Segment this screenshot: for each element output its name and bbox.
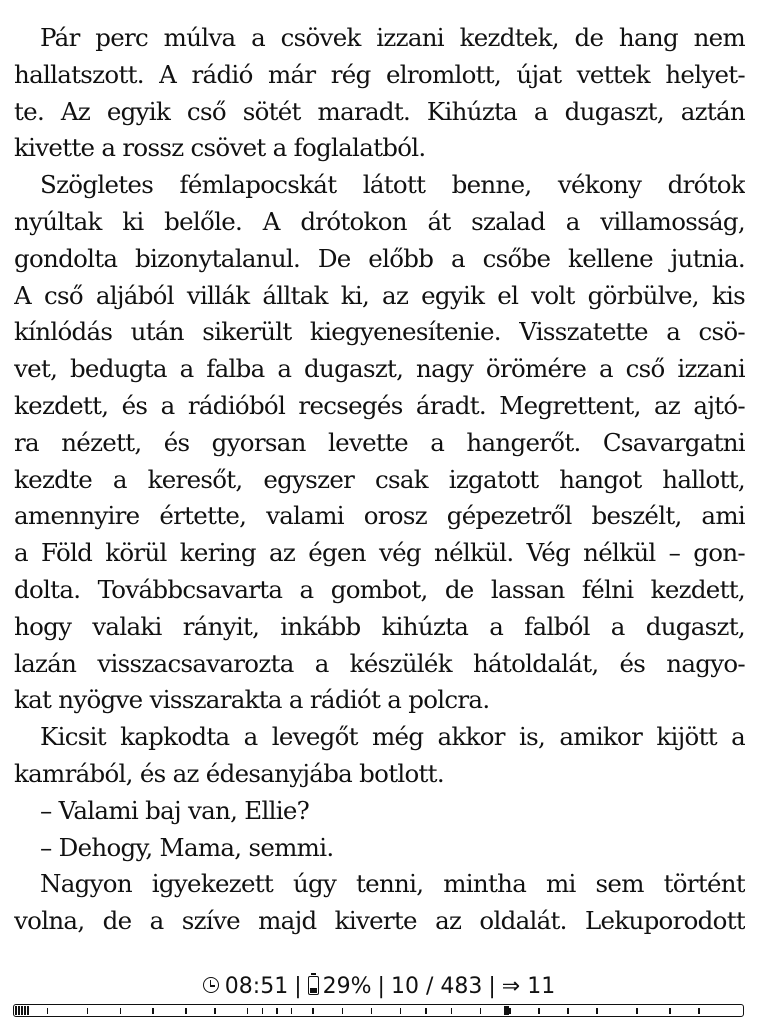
chapter-tick xyxy=(87,1008,89,1014)
separator: | xyxy=(294,974,302,999)
chapter-tick xyxy=(371,1008,373,1014)
chapter-tick xyxy=(291,1008,293,1014)
chapter-tick xyxy=(425,1008,427,1014)
chapter-tick xyxy=(509,1008,511,1014)
chapter-tick xyxy=(312,1008,314,1014)
chapter-tick xyxy=(120,1008,122,1014)
book-page-text[interactable] xyxy=(14,20,745,940)
text-line: kamrából, és az édesanyjába botlott. xyxy=(14,758,444,788)
text-line: Szögletes fémlapocskát látott benne, vékony drótok xyxy=(40,170,745,200)
chapter-tick xyxy=(400,1008,402,1014)
clock-icon xyxy=(203,977,219,993)
chapter-tick xyxy=(342,1008,344,1014)
text-line: te. Az egyik cső sötét maradt. Kihúzta a dugaszt, aztán xyxy=(14,96,745,126)
chapter-tick xyxy=(480,1008,482,1014)
chapter-tick xyxy=(451,1008,453,1014)
text-line: a Föld körül kering az égen vég nélkül. Vég nélkül – gon- xyxy=(14,538,745,568)
text-line: kezdte a keresőt, egyszer csak izgatott hangot hallott, xyxy=(14,464,745,494)
text-line: A cső aljából villák álltak ki, az egyik el volt görbülve, kis xyxy=(14,280,745,310)
progress-fill xyxy=(15,1006,30,1015)
text-line: gondolta bizonytalanul. De előbb a csőbe kellene jutnia. xyxy=(14,243,745,273)
reading-progress-bar[interactable] xyxy=(13,1004,744,1017)
clock-time: 08:51 xyxy=(224,974,289,999)
chapter-tick xyxy=(538,1008,540,1014)
chapter-tick xyxy=(636,1008,638,1014)
text-line: kivette a rossz csövet a foglalatból. xyxy=(14,133,426,163)
chapter-tick xyxy=(185,1008,187,1014)
text-line: Nagyon igyekezett úgy tenni, mintha mi sem történt xyxy=(40,869,745,899)
text-line: amennyire értette, valami orosz gépezetről beszélt, ami xyxy=(14,501,745,531)
separator: | xyxy=(377,974,385,999)
chapter-tick xyxy=(698,1008,700,1014)
page-counter: 10 / 483 xyxy=(390,974,483,999)
chapter-tick xyxy=(276,1008,278,1014)
chapter-tick xyxy=(669,1008,671,1014)
chapter-tick xyxy=(596,1008,598,1014)
pages-left-in-chapter: 11 xyxy=(527,974,556,999)
chapter-tick xyxy=(152,1008,154,1014)
chapter-tick xyxy=(247,1008,249,1014)
text-line: dolta. Továbbcsavarta a gombot, de lassan félni kezdett, xyxy=(14,574,745,604)
status-bar xyxy=(0,972,758,1002)
battery-level: 29% xyxy=(322,974,372,999)
chapter-tick xyxy=(567,1008,569,1014)
text-line: – Dehogy, Mama, semmi. xyxy=(40,832,334,862)
separator: | xyxy=(488,974,496,999)
chapter-arrow-icon: ⇒ xyxy=(501,974,521,999)
text-line: lazán visszacsavarozta a készülék hátoldalát, és nagyo- xyxy=(14,648,745,678)
text-line: vet, bedugta a falba a dugaszt, nagy örömére a cső izzani xyxy=(14,354,745,384)
text-line: volna, de a szíve majd kiverte az oldalát. Lekuporodott xyxy=(14,906,745,936)
text-line: – Valami baj van, Ellie? xyxy=(40,795,310,825)
text-line: Kicsit kapkodta a levegőt még akkor is, amikor kijött a xyxy=(40,722,745,752)
text-line: kat nyögve visszarakta a rádiót a polcra. xyxy=(14,685,490,715)
text-line: ra nézett, és gyorsan levette a hangerőt. Csavargatni xyxy=(14,427,745,457)
text-line: nyúltak ki belőle. A drótokon át szalad a villamosság, xyxy=(14,206,745,236)
battery-icon xyxy=(308,976,319,995)
chapter-tick xyxy=(47,1008,49,1014)
chapter-tick xyxy=(262,1008,264,1014)
text-line: kínlódás után sikerült kiegyenesítenie. Visszatette a csö- xyxy=(14,317,745,347)
text-line: kezdett, és a rádióból recsegés áradt. Megrettent, az ajtó- xyxy=(14,390,745,420)
text-line: hogy valaki rányit, inkább kihúzta a falból a dugaszt, xyxy=(14,611,745,641)
text-line: Pár perc múlva a csövek izzani kezdtek, de hang nem xyxy=(40,23,745,52)
current-position-marker xyxy=(504,1006,509,1015)
chapter-tick xyxy=(214,1008,216,1014)
text-line: hallatszott. A rádió már rég elromlott, újat vettek helyet- xyxy=(14,59,745,89)
